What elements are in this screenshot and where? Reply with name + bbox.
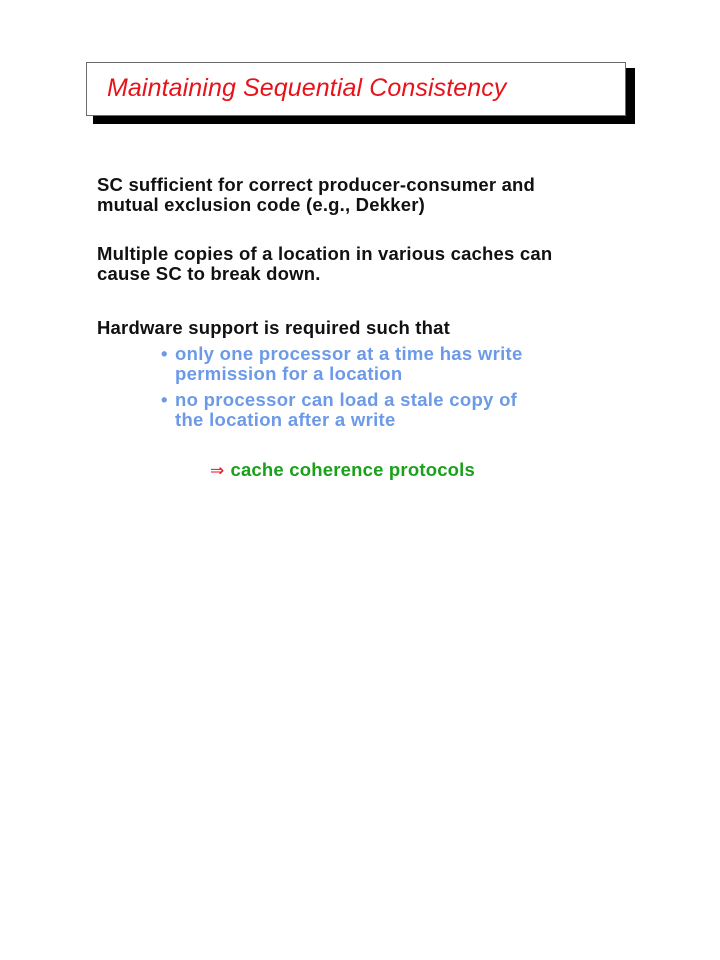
slide-title-frame [86,62,628,118]
bullet-one-processor [161,344,523,384]
bullet-line: the location after a write [175,409,396,430]
paragraph-multiple-copies [97,244,637,284]
paragraph-line: Multiple copies of a location in various caches can [97,243,553,264]
bullet-line: only one processor at a time has write [175,343,523,364]
bullet-line: no processor can load a stale copy of [175,389,518,410]
paragraph-line: Hardware support is required such that [97,317,451,338]
implies-arrow-icon: ⇒ [210,461,225,481]
slide-title: Maintaining Sequential Consistency [107,74,507,102]
bullet-marker: • [161,343,168,364]
bullet-line: permission for a location [175,363,403,384]
title-box [86,62,626,116]
bullet-marker: • [161,389,168,410]
paragraph-line: SC sufficient for correct producer-consumer and [97,174,536,195]
bullet-no-stale-copy [161,390,517,430]
paragraph-line: mutual exclusion code (e.g., Dekker) [97,194,425,215]
paragraph-hardware-support [97,318,637,338]
paragraph-line: cause SC to break down. [97,263,321,284]
conclusion-line [210,460,475,481]
paragraph-sc-sufficient [97,175,637,215]
conclusion-text: cache coherence protocols [230,459,476,480]
